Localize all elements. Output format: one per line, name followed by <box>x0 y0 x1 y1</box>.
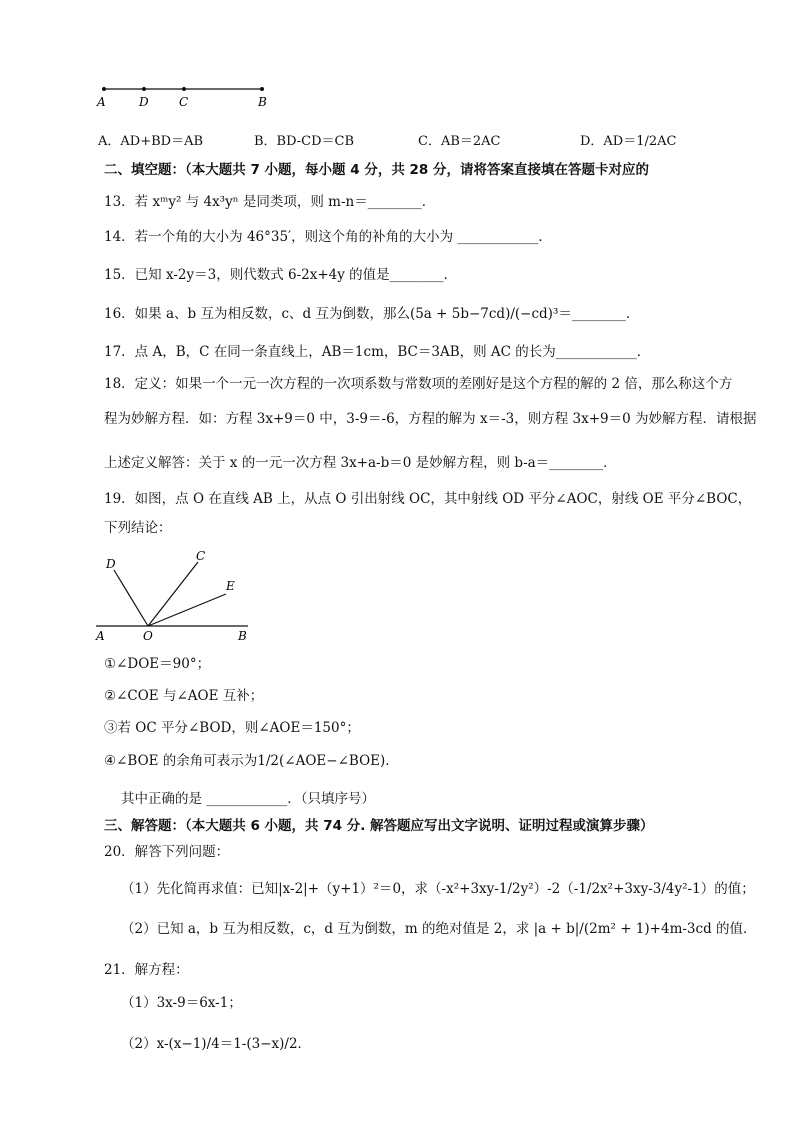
question-19-line2: 下列结论： <box>104 520 172 536</box>
label-a: A <box>96 629 105 643</box>
question-21-part2: （2）x-(x−1)/4＝1-(3−x)/2． <box>121 1036 312 1052</box>
question-20: 20．解答下列问题： <box>104 844 230 860</box>
question-14: 14．若一个角的大小为 46°35′，则这个角的补角的大小为 ____________． <box>104 229 552 245</box>
angle-figure <box>88 548 263 646</box>
question-20-part1: （1）先化简再求值：已知|x-2|+（y+1）²＝0，求（-x²+3xy-1/2y²）-2（-1/2x²+3xy-3/4y²-1）的值； <box>121 881 755 897</box>
question-20-part2: （2）已知 a，b 互为相反数，c，d 互为倒数，m 的绝对值是 2，求 |a + b|/(2m² + 1)+4m-3cd 的值． <box>121 921 757 937</box>
label-a: A <box>97 95 106 109</box>
question-21: 21．解方程： <box>104 962 189 978</box>
section3-heading: 三、解答题：（本大题共 6 小题，共 74 分. 解答题应写出文字说明、证明过程或演算步骤） <box>104 818 654 834</box>
question-18-line2: 程为妙解方程．如：方程 3x+9＝0 中，3-9＝-6，方程的解为 x＝-3，则方程 3x+9＝0 为妙解方程．请根据 <box>104 411 757 427</box>
question-18-line3: 上述定义解答：关于 x 的一元一次方程 3x+a-b＝0 是妙解方程，则 b-a＝________． <box>104 455 617 471</box>
conclusion-2: ②∠COE 与∠AOE 互补； <box>104 688 264 704</box>
label-b: B <box>238 629 247 643</box>
question-17: 17．点 A，B，C 在同一条直线上，AB＝1cm，BC＝3AB，则 AC 的长为____________． <box>104 344 651 360</box>
point-d <box>142 87 146 91</box>
option-a[interactable]: A．AD+BD＝AB <box>98 134 204 149</box>
point-b <box>260 87 264 91</box>
question-16: 16．如果 a、b 互为相反数，c、d 互为倒数，那么(5a + 5b−7cd)/(−cd)³＝________． <box>104 306 640 322</box>
conclusion-3: ③若 OC 平分∠BOD，则∠AOE＝150°； <box>104 720 360 736</box>
question-19-answer: 其中正确的是 ____________．（只填序号） <box>121 791 376 807</box>
question-19-line1: 19．如图，点 O 在直线 AB 上，从点 O 引出射线 OC，其中射线 OD 平分∠AOC，射线 OE 平分∠BOC， <box>104 491 752 507</box>
option-c[interactable]: C．AB＝2AC <box>418 134 501 149</box>
label-e: E <box>226 579 235 593</box>
point-c <box>182 87 186 91</box>
question-21-part1: （1）3x-9＝6x-1； <box>121 995 242 1011</box>
ray-oe <box>148 594 226 626</box>
ray-oc <box>148 562 198 626</box>
conclusion-4: ④∠BOE 的余角可表示为1/2(∠AOE−∠BOE)． <box>104 753 399 769</box>
label-o: O <box>143 629 153 643</box>
point-a <box>102 87 106 91</box>
label-d: D <box>106 557 116 571</box>
question-18-line1: 18．定义：如果一个一元一次方程的一次项系数与常数项的差刚好是这个方程的解的 2 倍，那么称这个方 <box>104 376 733 392</box>
label-d: D <box>139 95 149 109</box>
label-c: C <box>196 549 206 563</box>
question-13: 13．若 xᵐy² 与 4x³yⁿ 是同类项，则 m-n＝________． <box>104 194 436 210</box>
label-b: B <box>258 95 267 109</box>
section2-heading: 二、填空题：（本大题共 7 小题，每小题 4 分，共 28 分，请将答案直接填在答题卡对应的 <box>104 162 650 178</box>
label-c: C <box>179 95 189 109</box>
conclusion-1: ①∠DOE＝90°； <box>104 656 211 672</box>
option-b[interactable]: B．BD-CD＝CB <box>254 134 355 149</box>
ray-od <box>114 570 148 626</box>
segment-figure <box>90 80 280 110</box>
option-d[interactable]: D．AD＝1/2AC <box>580 134 677 149</box>
question-15: 15．已知 x-2y＝3，则代数式 6-2x+4y 的值是________． <box>104 267 458 283</box>
